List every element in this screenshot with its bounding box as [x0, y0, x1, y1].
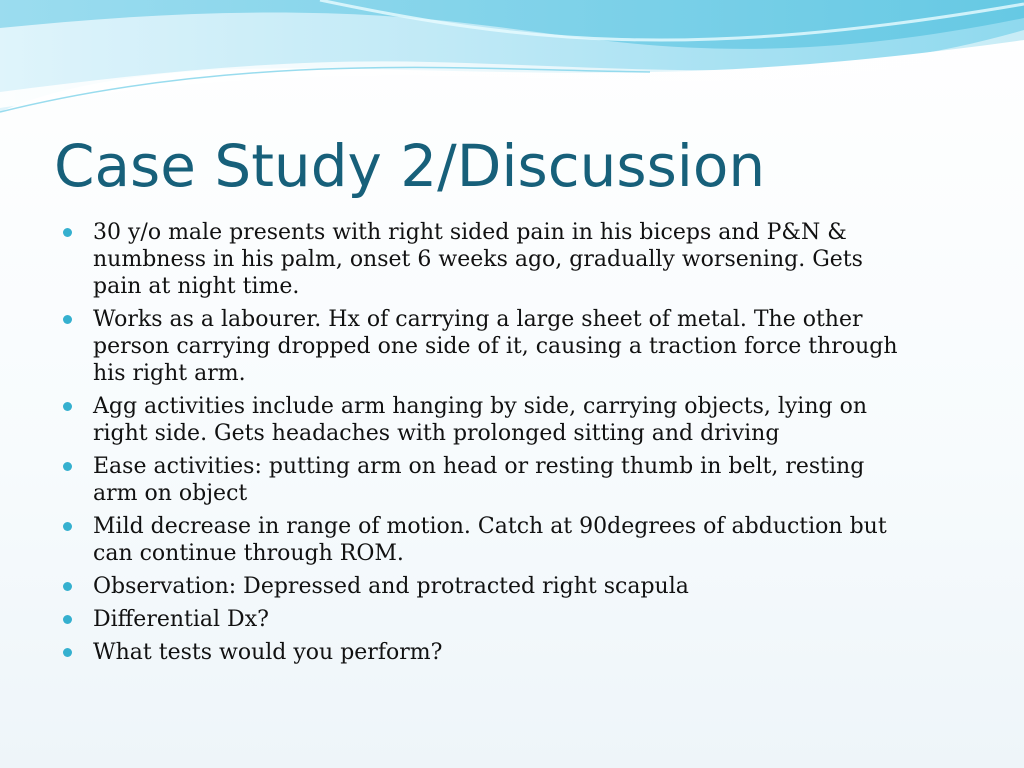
bullet-line: can continue through ROM.	[93, 541, 404, 566]
bullet-line: his right arm.	[93, 361, 246, 386]
bullet-line: pain at night time.	[93, 274, 300, 299]
bullet-list	[62, 219, 982, 672]
bullet-line: Ease activities: putting arm on head or resting thumb in belt, resting	[93, 454, 865, 479]
list-item	[62, 393, 982, 447]
bullet-dot-icon	[63, 462, 72, 471]
bullet-dot-icon	[63, 315, 72, 324]
bullet-dot-icon	[63, 582, 72, 591]
decorative-wave-header	[0, 0, 1024, 140]
bullet-line: Agg activities include arm hanging by side, carrying objects, lying on	[93, 394, 868, 419]
bullet-dot-icon	[63, 522, 72, 531]
list-item	[62, 639, 982, 666]
bullet-line: Works as a labourer. Hx of carrying a large sheet of metal. The other	[93, 307, 863, 332]
bullet-line: 30 y/o male presents with right sided pain in his biceps and P&N &	[93, 220, 847, 245]
bullet-line: numbness in his palm, onset 6 weeks ago, gradually worsening. Gets	[93, 247, 863, 272]
list-item	[62, 453, 982, 507]
bullet-line: Mild decrease in range of motion. Catch at 90degrees of abduction but	[93, 514, 887, 539]
bullet-line: right side. Gets headaches with prolonged sitting and driving	[93, 421, 780, 446]
bullet-line: arm on object	[93, 481, 248, 506]
bullet-dot-icon	[63, 402, 72, 411]
list-item	[62, 606, 982, 633]
list-item	[62, 219, 982, 300]
bullet-line: What tests would you perform?	[93, 640, 443, 665]
list-item	[62, 306, 982, 387]
bullet-line: person carrying dropped one side of it, causing a traction force through	[93, 334, 898, 359]
list-item	[62, 573, 982, 600]
slide-title: Case Study 2/Discussion	[54, 132, 766, 200]
list-item	[62, 513, 982, 567]
bullet-dot-icon	[63, 228, 72, 237]
bullet-line: Differential Dx?	[93, 607, 269, 632]
bullet-dot-icon	[63, 615, 72, 624]
bullet-line: Observation: Depressed and protracted right scapula	[93, 574, 689, 599]
bullet-dot-icon	[63, 648, 72, 657]
